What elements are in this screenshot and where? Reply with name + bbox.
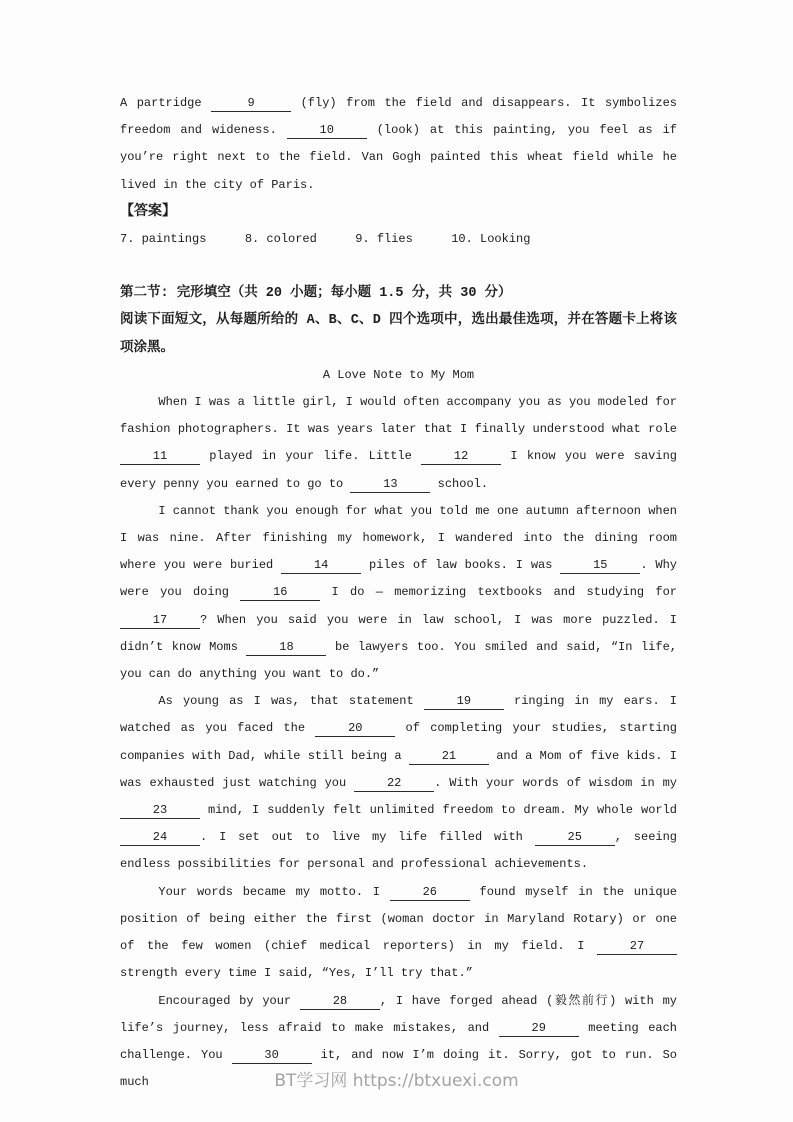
text-run: . I set out to live my life filled with [200, 830, 535, 845]
blank-number: 27 [597, 939, 677, 955]
text-run: Your words became my motto. I [158, 884, 390, 899]
text-run: of completing your studies, starting companies with Dad, while still being a [120, 721, 677, 763]
text-run: strength every time I said, “Yes, I’ll try that.” [120, 966, 473, 981]
text-run: When I was a little girl, I would often accompany you as you modeled for fashion photographers. It was years later that I finally understood what role [120, 395, 677, 437]
text-run: meeting each challenge. You [120, 1020, 677, 1062]
blank-number: 25 [535, 830, 615, 846]
paragraph [120, 498, 677, 688]
blank-number: 29 [499, 1021, 579, 1037]
blank-number: 20 [315, 721, 395, 737]
answer-item: 10. Looking [451, 232, 531, 247]
blank-number: 17 [120, 613, 200, 629]
answer-row [120, 226, 677, 253]
blank-number: 15 [560, 558, 640, 574]
blank-number: 10 [287, 123, 367, 139]
essay-title: A Love Note to My Mom [322, 367, 475, 382]
text-run: Encouraged by your [158, 993, 300, 1008]
text-run: and a Mom of five kids. I was exhausted just watching you [120, 748, 677, 790]
text-run: A partridge [120, 96, 212, 110]
text-run: I know you were saving every penny you earned to go to [120, 449, 677, 491]
text-run: played in your life. Little [200, 449, 422, 464]
blank-number: 24 [120, 830, 200, 846]
answer-item: 7. paintings [120, 232, 207, 247]
text-run: (look) at this painting, you feel as if you’re right next to the field. Van Gogh painted this wheat field while he lived in the city of Paris. [120, 123, 677, 192]
blank-number: 11 [120, 449, 200, 465]
text-run: As young as I was, that statement [158, 694, 424, 709]
blank-number: 26 [390, 885, 470, 901]
text-run: it, and now I’m doing it. Sorry, got to run. So much [120, 1047, 677, 1090]
text-run: ? When you said you were in law school, I was more puzzled. I didn’t know Moms [120, 612, 677, 654]
text-run: found myself in the unique position of being either the first (woman doctor in Maryland Rotary) or one of the few women (chief medical reporters) in my field. I [120, 884, 677, 954]
text-run: (fly) from the field and disappears. It symbolizes freedom and wideness. [120, 96, 677, 138]
text-run: ringing in my ears. I watched as you faced the [120, 694, 677, 736]
text-run: . With your words of wisdom in my [434, 775, 677, 790]
text-run: , I have forged ahead (毅然前行) with my life’s journey, less afraid to make mistakes, and [120, 993, 677, 1035]
text-run: . Why were you doing [120, 558, 677, 600]
text-run: , seeing endless possibilities for personal and professional achievements. [120, 830, 678, 872]
blank-number: 12 [421, 449, 501, 465]
text-run: school. [430, 476, 489, 491]
text-run: mind, I suddenly felt unlimited freedom to dream. My whole world [200, 803, 677, 818]
blank-number: 23 [120, 803, 200, 819]
blank-number: 28 [300, 994, 380, 1010]
text-run: I cannot thank you enough for what you told me one autumn afternoon when I was nine. After finishing my homework, I wandered into the dining room where you were buried [120, 503, 677, 573]
paragraph [120, 688, 677, 878]
blank-number: 16 [240, 585, 320, 601]
blank-number: 13 [350, 477, 430, 493]
text-run: I do — memorizing textbooks and studying for [320, 585, 677, 600]
answer-item: 8. colored [244, 232, 317, 247]
paragraph [120, 90, 677, 199]
blank-number: 22 [354, 776, 434, 792]
blank-number: 30 [232, 1048, 312, 1064]
text-run: be lawyers too. You smiled and said, “In life, you can do anything you want to do.” [120, 639, 677, 682]
answer-item: 9. flies [355, 232, 413, 247]
section-heading: 阅读下面短文，从每题所给的 A、B、C、D 四个选项中，选出最佳选项，并在答题卡上将该项涂黑。 [120, 313, 677, 356]
blank-number: 9 [211, 96, 291, 112]
blank-number: 21 [409, 749, 489, 765]
blank-number: 14 [281, 558, 361, 574]
paragraph [120, 389, 677, 498]
paragraph [120, 879, 677, 988]
text-run: piles of law books. I was [361, 558, 561, 573]
section-heading: 第二节: 完形填空（共 20 小题；每小题 1.5 分，共 30 分） [120, 286, 512, 302]
document-blocks [120, 90, 677, 1096]
watermark-footer: BT学习网 https://btxuexi.com [274, 1071, 519, 1091]
blank-number: 18 [246, 640, 326, 656]
answer-heading: 【答案】 [120, 203, 176, 220]
blank-number: 19 [424, 694, 504, 710]
